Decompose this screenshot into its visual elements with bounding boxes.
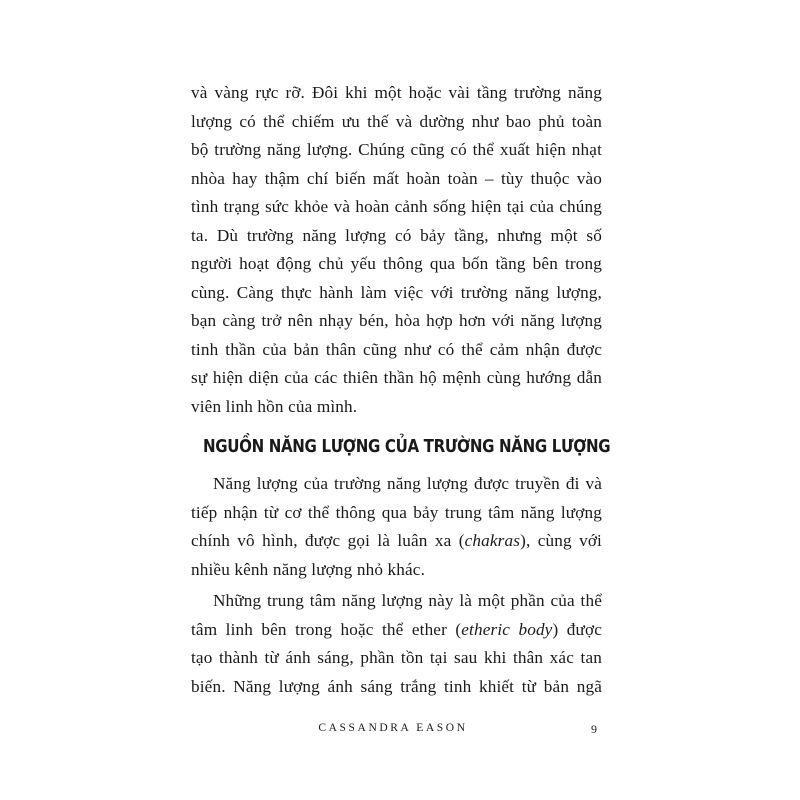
paragraph-line — [191, 527, 602, 556]
paragraph-line: bạn càng trở nên nhạy bén, hòa hợp hơn với năng lượng — [191, 311, 602, 330]
paragraph-line: lượng có thể chiếm ưu thế và dường như bao phủ toàn — [191, 111, 602, 131]
paragraph-3 — [191, 587, 602, 701]
paragraph-line: tiếp nhận từ cơ thể thông qua bảy trung tâm năng lượng — [191, 502, 602, 522]
paragraph-line: tinh thần của bản thân cũng như có thể cảm nhận được — [191, 339, 602, 359]
paragraph-line: biến. Năng lượng ánh sáng trắng tinh khiết từ bản ngã — [191, 676, 602, 696]
paragraph-line: sự hiện diện của các thiên thần hộ mệnh cùng hướng dẫn — [191, 368, 602, 387]
paragraph-line: ta. Dù trường năng lượng có bảy tầng, nhưng một số — [191, 225, 602, 245]
paragraph-line: cùng. Càng thực hành làm việc với trường năng lượng, — [191, 282, 602, 302]
paragraph-line: và vàng rực rỡ. Đôi khi một hoặc vài tầng trường năng — [191, 83, 602, 102]
italic-term: etheric body — [461, 619, 553, 639]
paragraph-line: Năng lượng của trường năng lượng được truyền đi và — [213, 474, 602, 493]
page-number: 9 — [591, 722, 597, 736]
paragraph-line: người hoạt động chủ yếu thông qua bốn tầng bên trong — [191, 254, 602, 273]
paragraph-2 — [191, 470, 602, 584]
paragraph-line: Những trung tâm năng lượng này là một phần của thể — [213, 591, 602, 610]
text-run: tâm linh bên trong hoặc thể ether ( — [191, 619, 462, 639]
paragraph-line: bộ trường năng lượng. Chúng cũng có thể xuất hiện nhạt — [191, 140, 602, 159]
text-run: chính vô hình, được gọi là luân xa ( — [191, 531, 465, 550]
section-heading — [191, 432, 611, 462]
paragraph-line — [191, 616, 602, 645]
paragraph-line: nhiều kênh năng lượng nhỏ khác. — [191, 559, 426, 579]
paragraph-1 — [191, 79, 602, 421]
footer-author: CASSANDRA EASON — [318, 722, 468, 734]
paragraph-line: nhòa hay thậm chí biến mất hoàn toàn – tùy thuộc vào — [191, 168, 602, 188]
text-run: ) được — [552, 619, 602, 639]
paragraph-line: viên linh hồn của mình. — [191, 396, 358, 416]
paragraph-line: tạo thành từ ánh sáng, phần tồn tại sau khi thân xác tan — [191, 648, 602, 667]
italic-term: chakras — [464, 531, 521, 550]
section-heading-text: NGUỒN NĂNG LƯỢNG CỦA TRƯỜNG NĂNG LƯỢNG — [203, 437, 611, 457]
text-run: ), cùng với — [520, 531, 602, 550]
paragraph-line: tình trạng sức khỏe và hoàn cảnh sống hiện tại của chúng — [191, 197, 602, 216]
